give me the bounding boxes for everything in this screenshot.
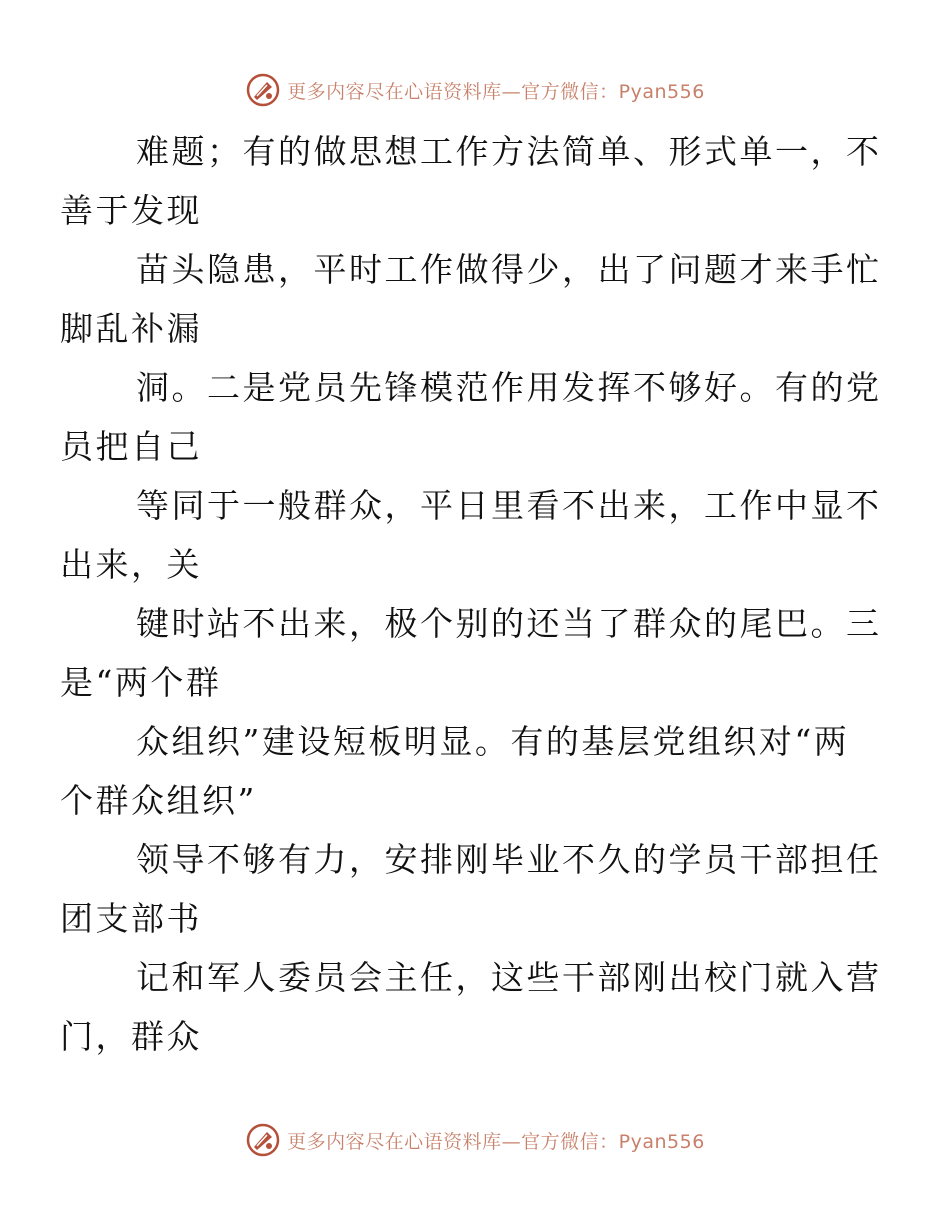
footer-wechat-id: Pyan556: [618, 1130, 705, 1153]
header-wechat-id: Pyan556: [618, 80, 705, 103]
paragraph-line: 记和军人委员会主任，这些干部刚出校门就入营 门，群众: [60, 958, 882, 1056]
paragraph-line: 洞。二是党员先锋模范作用发挥不够好。有的党 员把自己: [60, 368, 882, 466]
document-body: [60, 122, 882, 1066]
paragraph-line: 苗头隐患，平时工作做得少，出了问题才来手忙 脚乱补漏: [60, 250, 882, 348]
footer-banner: [0, 1120, 950, 1160]
paragraph-line: 难题；有的做思想工作方法简单、形式单一，不 善于发现: [60, 132, 882, 230]
header-banner-text: 更多内容尽在心语资料库—官方微信：Pyan556: [287, 80, 705, 103]
pen-nib-icon: [245, 1122, 281, 1158]
footer-banner-text: 更多内容尽在心语资料库—官方微信：Pyan556: [287, 1130, 705, 1153]
paragraph-line: 等同于一般群众，平日里看不出来，工作中显不 出来，关: [60, 486, 882, 584]
paragraph-line: 领导不够有力，安排刚毕业不久的学员干部担任 团支部书: [60, 840, 882, 938]
paragraph-line: 键时站不出来，极个别的还当了群众的尾巴。三 是“两个群: [60, 604, 882, 702]
pen-nib-icon: [245, 72, 281, 108]
paragraph-line: 众组织”建设短板明显。有的基层党组织对“两 个群众组织”: [60, 722, 850, 820]
header-banner: [0, 70, 950, 110]
